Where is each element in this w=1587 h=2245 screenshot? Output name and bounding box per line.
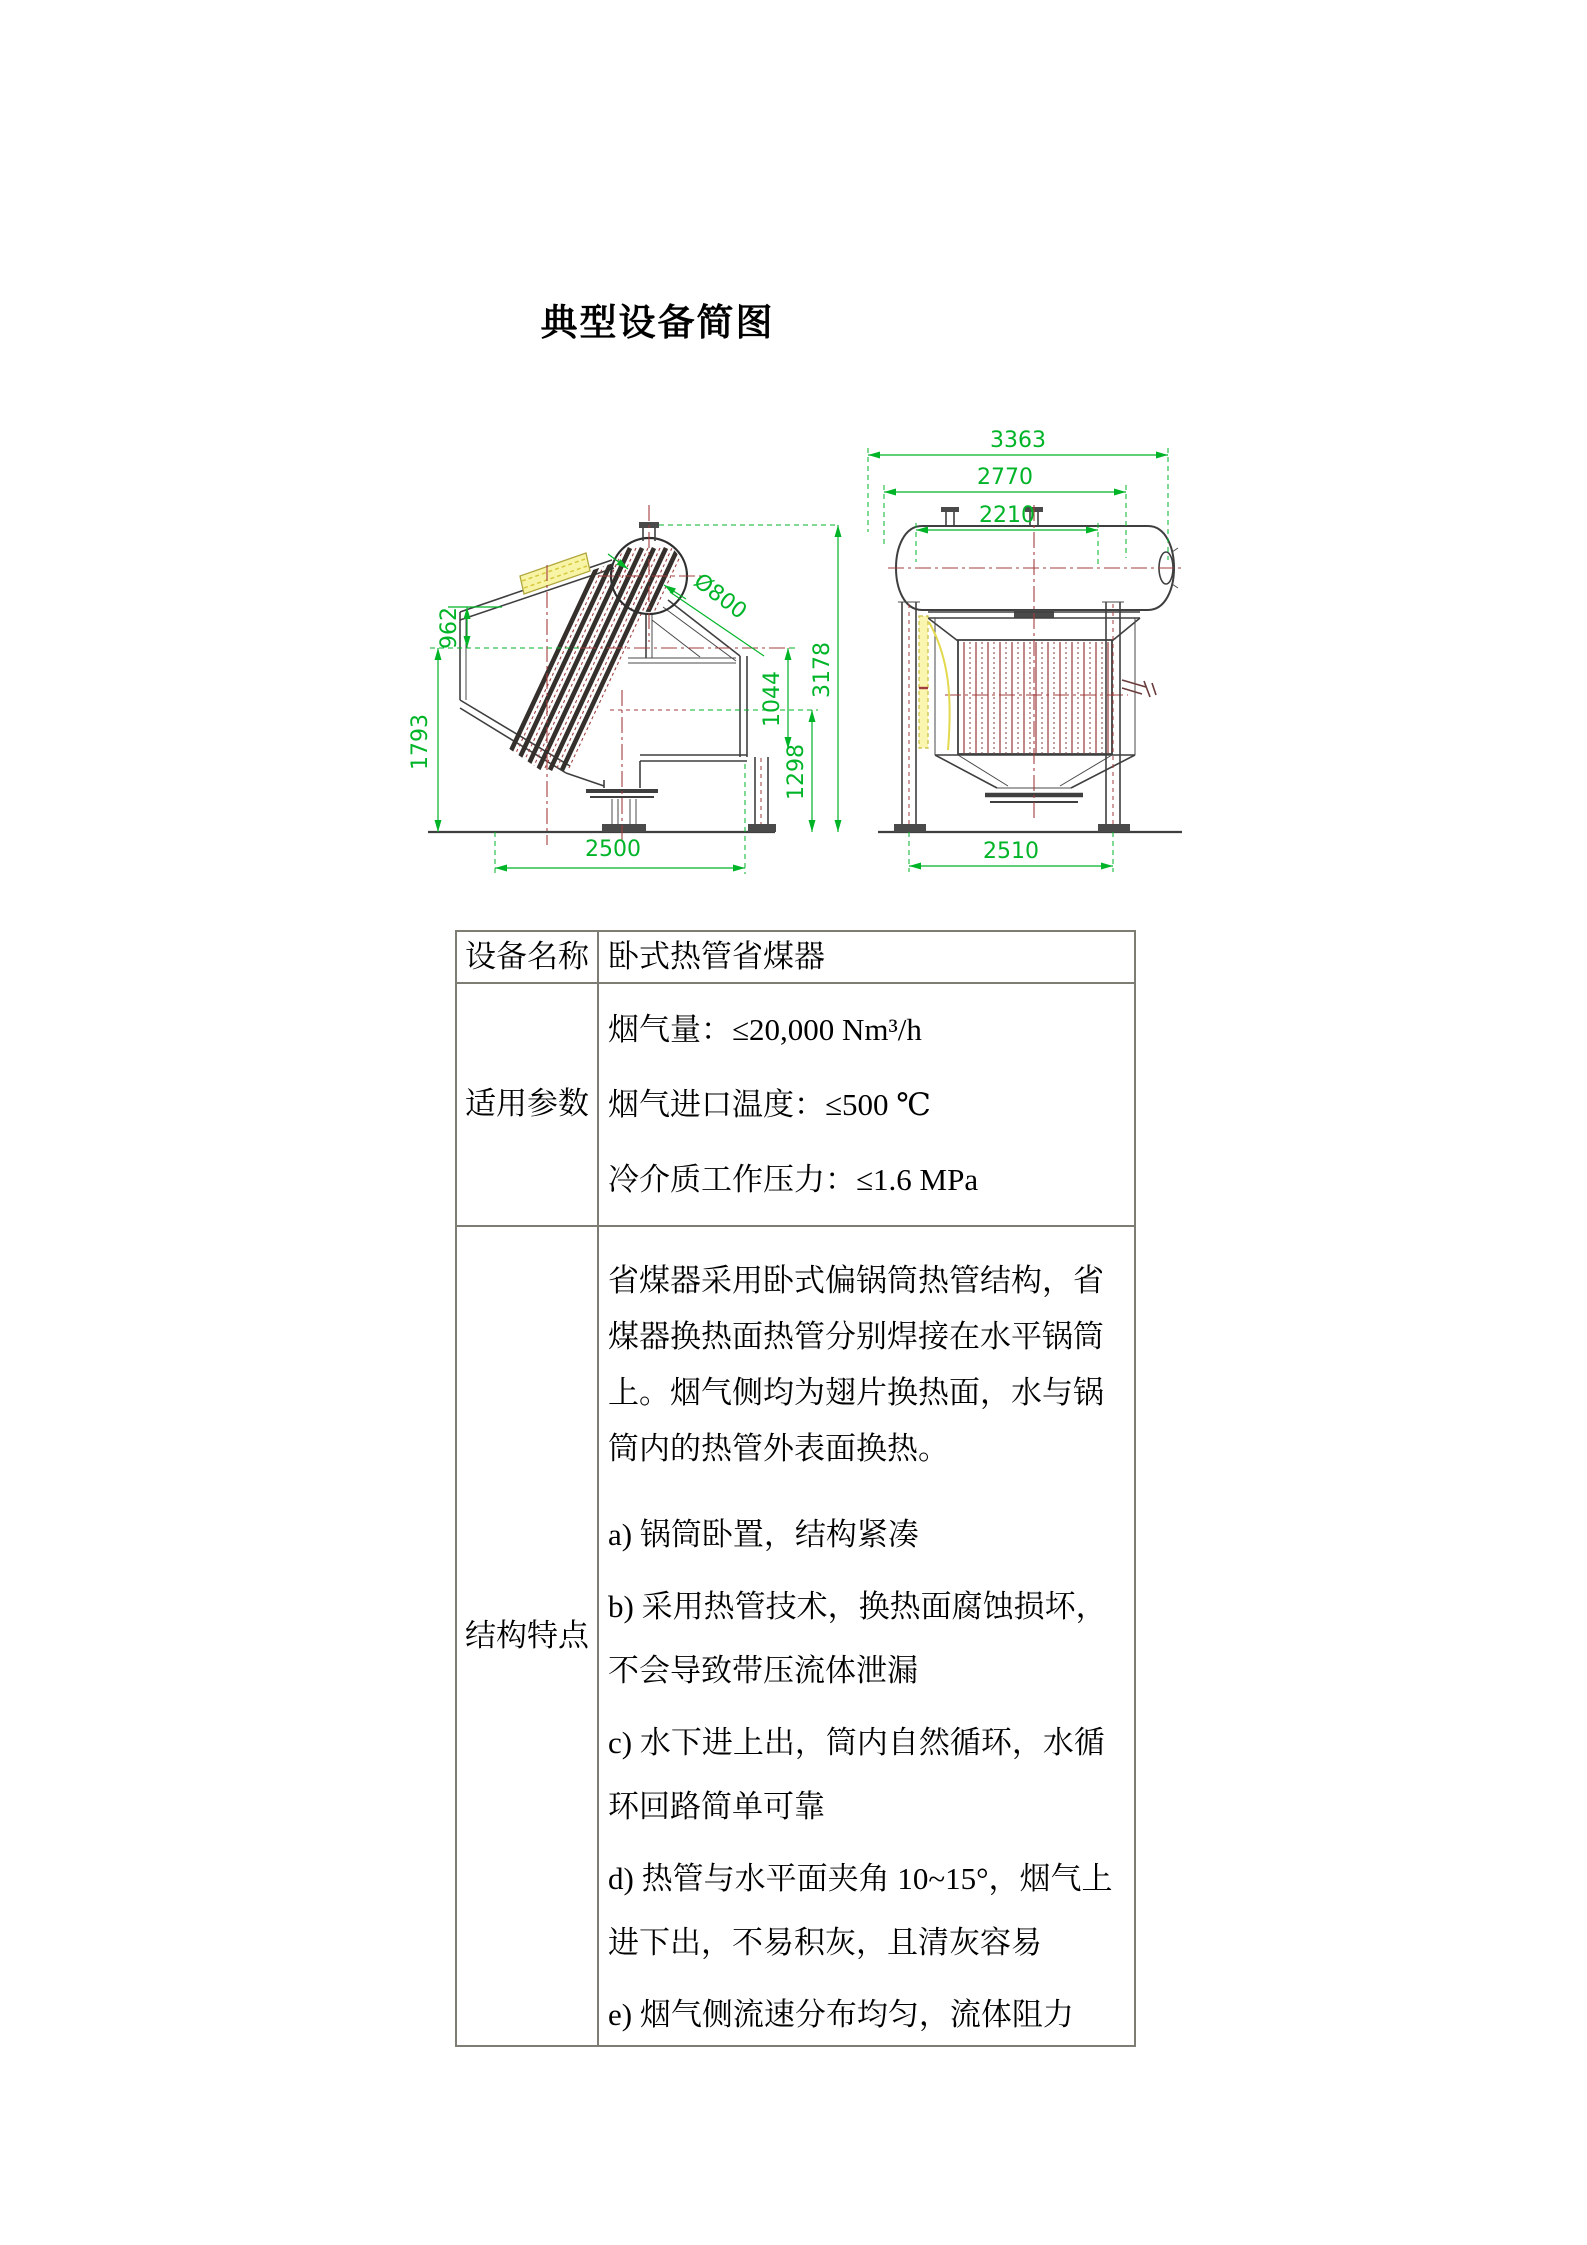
front-view-drawing [868, 430, 1184, 872]
table-row1-value [599, 932, 1134, 984]
dim-2770: 2770 [977, 465, 1033, 490]
equipment-drawing [280, 430, 1200, 900]
dim-3363: 3363 [990, 430, 1046, 453]
param-flue-gas-volume: 烟气量：≤20,000 Nm³/h [608, 1012, 922, 1047]
dim-1298: 1298 [784, 744, 809, 800]
param-inlet-temperature: 烟气进口温度：≤500 ℃ [608, 1087, 931, 1122]
dim-962: 962 [437, 607, 462, 649]
structure-item-e: e) 烟气侧流速分布均匀，流体阻力 [608, 1997, 1074, 2032]
dim-2510: 2510 [983, 839, 1039, 864]
page-title: 典型设备简图 [540, 303, 775, 344]
dim-1793: 1793 [408, 714, 433, 770]
table-row2-value [599, 984, 1134, 1227]
dim-2210: 2210 [979, 503, 1035, 528]
table-row3-value [599, 1227, 1134, 2045]
structure-item-b: b) 采用热管技术，换热面腐蚀损坏，不会导致带压流体泄漏 [608, 1589, 1107, 1688]
dim-1044: 1044 [760, 671, 785, 727]
dim-2500: 2500 [585, 837, 641, 862]
structure-item-a: a) 锅筒卧置，结构紧凑 [608, 1517, 919, 1552]
structure-item-c: c) 水下进上出，筒内自然循环，水循环回路简单可靠 [608, 1725, 1105, 1824]
table-row2-label: 适用参数 [457, 984, 599, 1227]
table-row3-label: 结构特点 [457, 1227, 599, 2045]
dim-diameter-800: Ø800 [688, 568, 752, 625]
side-view-dimensions [408, 525, 838, 874]
table-row1-label: 设备名称 [457, 932, 599, 984]
dim-3178: 3178 [810, 642, 835, 698]
equipment-name: 卧式热管省煤器 [608, 938, 825, 974]
side-view-drawing [408, 505, 838, 874]
level-gauge-highlight [919, 616, 950, 750]
finned-tube-bank [958, 640, 1112, 754]
structure-intro: 省煤器采用卧式偏锅筒热管结构，省煤器换热面热管分别焊接在水平锅筒上。烟气侧均为翅片换热面，水与锅筒内的热管外表面换热。 [608, 1263, 1104, 1466]
front-view-dimensions [868, 430, 1168, 872]
param-working-pressure: 冷介质工作压力：≤1.6 MPa [608, 1162, 979, 1197]
structure-item-d: d) 热管与水平面夹角 10~15°，烟气上进下出，不易积灰，且清灰容易 [608, 1861, 1113, 1960]
spec-table [455, 930, 1136, 2047]
